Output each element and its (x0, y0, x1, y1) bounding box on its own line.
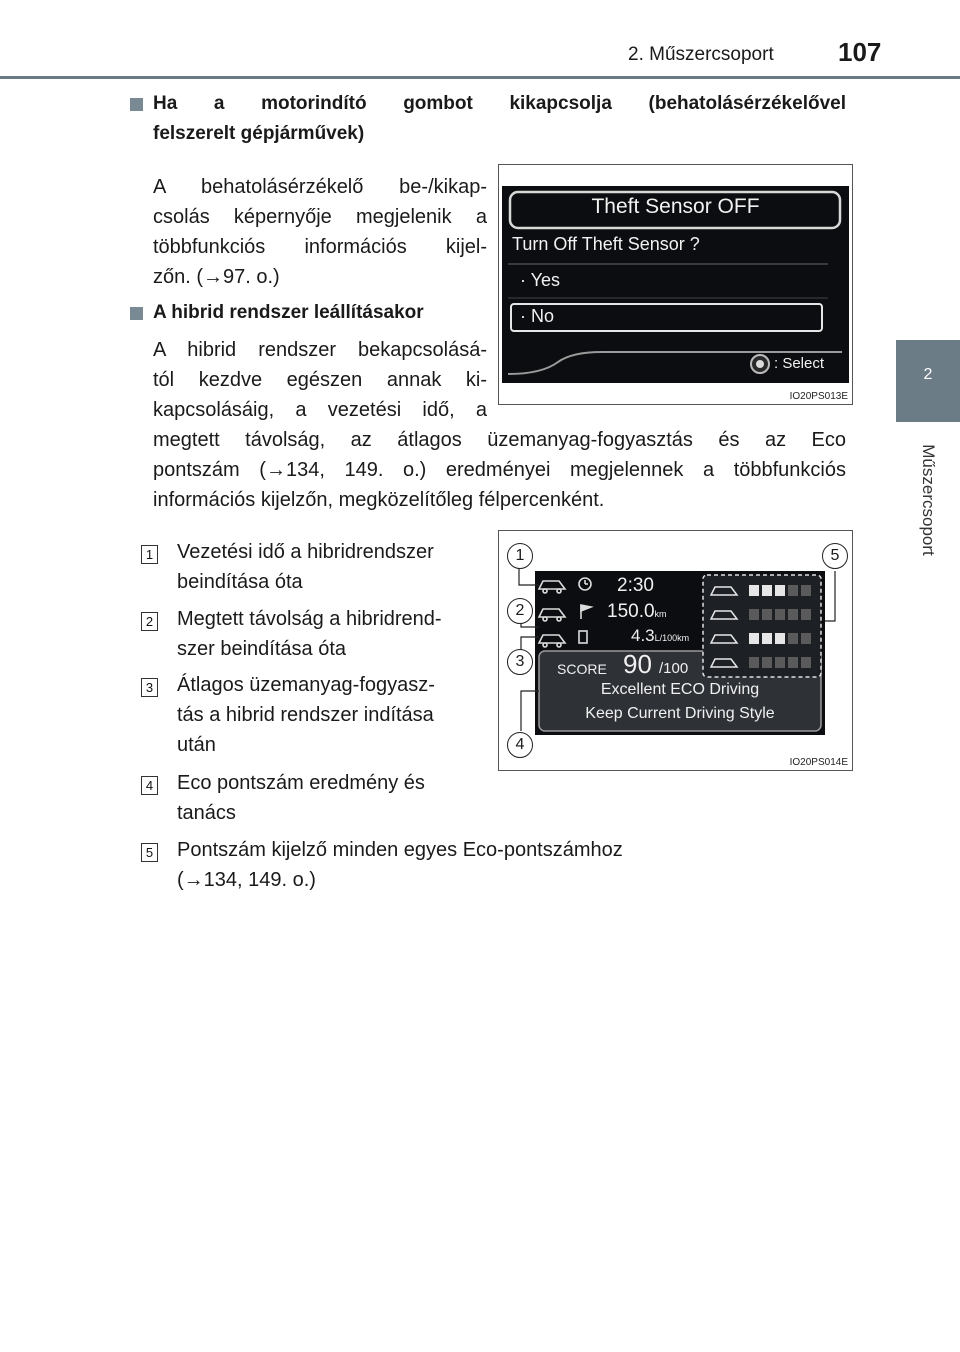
figure1-code: IO20PS013E (789, 391, 848, 402)
section2-body-line: tól kezdve egészen annak ki- (153, 369, 487, 391)
section2-body-line: pontszám (→134, 149. o.) eredményei megjelennek a többfunkciós (153, 459, 846, 481)
item-line: Vezetési idő a hibridrendszer (177, 541, 434, 563)
section-bullet-icon (130, 307, 143, 320)
section2-heading: A hibrid rendszer leállításakor (153, 302, 424, 323)
drive-distance-value: 150.0 (607, 601, 655, 622)
drive-time: 2:30 (617, 575, 654, 596)
score-label: SCORE (557, 661, 607, 677)
callout-5: 5 (822, 543, 848, 569)
callout-3: 3 (507, 649, 533, 675)
option-yes-label: Yes (530, 270, 561, 290)
drive-distance-unit: km (654, 609, 667, 619)
section1-body-line: A behatolásérzékelő be-/kikap- (153, 176, 487, 198)
chapter-tab-label: Műszercsoport (919, 444, 938, 556)
option-no[interactable]: · No (520, 306, 555, 326)
score-value: 90 (623, 649, 652, 679)
callout-2: 2 (507, 598, 533, 624)
chapter-tab-number: 2 (923, 366, 933, 383)
section1-body-line: többfunkciós információs kijel- (153, 236, 487, 258)
item-line: Megtett távolság a hibridrend- (177, 608, 442, 630)
item-number-badge: 2 (141, 612, 158, 631)
callout-1: 1 (507, 543, 533, 569)
page-number: 107 (838, 37, 882, 67)
item-number-badge: 5 (141, 843, 158, 862)
section2-body-line: A hibrid rendszer bekapcsolásá- (153, 339, 487, 361)
item-line: Eco pontszám eredmény és (177, 772, 425, 794)
item-line: tanács (177, 802, 236, 824)
advice-line2: Keep Current Driving Style (585, 705, 775, 722)
callout-leaders (499, 531, 854, 772)
drive-info-figure (498, 530, 853, 771)
chapter-tab[interactable] (896, 340, 960, 422)
section-bullet-icon (130, 98, 143, 111)
theft-sensor-screen (502, 186, 849, 383)
item-number-badge: 3 (141, 678, 158, 697)
theft-sensor-question: Turn Off Theft Sensor ? (512, 234, 700, 254)
item-line: Átlagos üzemanyag-fogyasz- (177, 674, 435, 696)
option-no-label: No (531, 306, 555, 326)
section1-heading-line2: felszerelt gépjárművek) (153, 123, 365, 144)
item-number-badge: 1 (141, 545, 158, 564)
figure2-code: IO20PS014E (789, 757, 848, 768)
theft-sensor-figure (498, 164, 853, 405)
drive-consumption-unit: L/100km (654, 633, 690, 643)
section1-heading-line1: Ha a motorindító gombot kikapcsolja (behatolásérzékelővel (153, 93, 846, 114)
item-line: tás a hibrid rendszer indítása (177, 704, 434, 726)
drive-consumption-value: 4.3 (631, 626, 655, 645)
advice-line1: Excellent ECO Driving (600, 681, 760, 698)
item-number-badge: 4 (141, 776, 158, 795)
callout-4: 4 (507, 732, 533, 758)
section2-body-line: megtett távolság, az átlagos üzemanyag-fogyasztás és az Eco (153, 429, 846, 451)
item-line: beindítása óta (177, 571, 303, 593)
section2-body-line: kapcsolásáig, a vezetési idő, a (153, 399, 487, 421)
item-line: (→134, 149. o.) (177, 869, 316, 891)
select-hint: : Select (774, 355, 825, 372)
item-line: Pontszám kijelző minden egyes Eco-pontszámhoz (177, 839, 623, 861)
chapter-title: 2. Műszercsoport (628, 44, 774, 65)
header-divider (0, 76, 960, 79)
item-line: szer beindítása óta (177, 638, 346, 660)
theft-sensor-title: Theft Sensor OFF (591, 195, 760, 218)
score-max: /100 (659, 660, 689, 677)
section1-body-line: zőn. (→97. o.) (153, 266, 280, 288)
item-line: után (177, 734, 216, 756)
section2-body-line: információs kijelzőn, megközelítőleg félpercenként. (153, 489, 605, 511)
option-yes[interactable]: · Yes (520, 270, 561, 290)
section1-body-line: csolás képernyője megjelenik a (153, 206, 487, 228)
